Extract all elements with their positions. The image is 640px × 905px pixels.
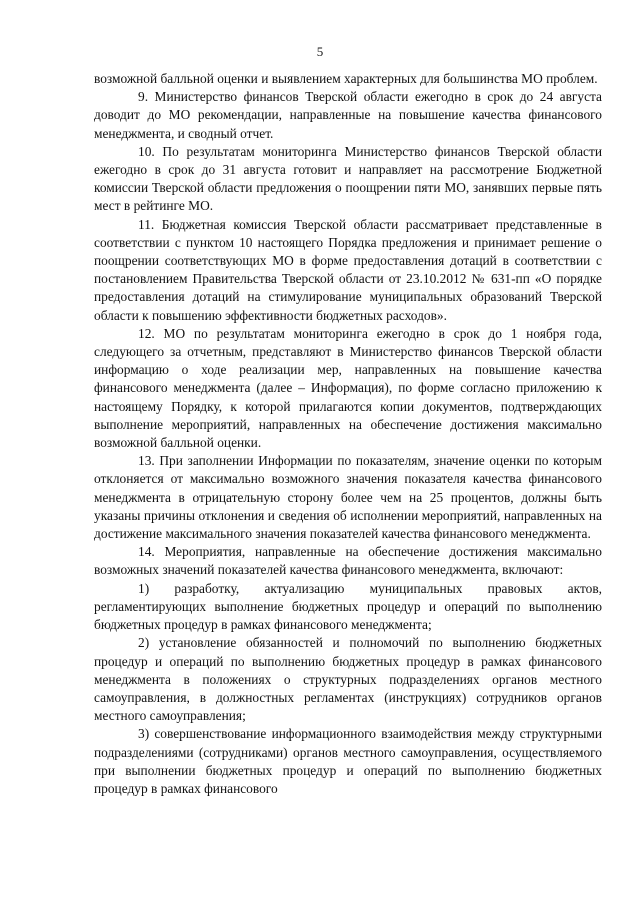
- list-item-14-1: 1) разработку, актуализацию муниципальных правовых актов, регламентирующих выполнение бюджетных процедур и операций по выполнению бюджетных процедур в рамках финансового менеджмента;: [94, 580, 602, 633]
- paragraph-11: 11. Бюджетная комиссия Тверской области рассматривает представленные в соответствии с пунктом 10 настоящего Порядка предложения и принимает решение о поощрении соответствующих МО в форме предоставления дотаций в соответствии с постановлением Правительства Тверской области от 23.10.2012 № 631-пп «О порядке предоставления дотаций на стимулирование муниципальных образований Тверской области к повышению эффективности бюджетных расходов».: [94, 216, 602, 323]
- paragraph-10: 10. По результатам мониторинга Министерство финансов Тверской области ежегодно в срок до 31 августа готовит и направляет на рассмотрение Бюджетной комиссии Тверской области предложения о поощрении пяти МО, занявших первые пять мест в рейтинге МО.: [94, 143, 602, 214]
- list-item-14-2: 2) установление обязанностей и полномочий по выполнению бюджетных процедур и операций по выполнению бюджетных процедур в рамках финансового менеджмента в положениях о структурных подразделениях органов местного самоуправления, в должностных регламентах (инструкциях) сотрудников органов местного самоуправления;: [94, 635, 602, 724]
- list-item-14-3: 3) совершенствование информационного взаимодействия между структурными подразделениями (сотрудниками) органов местного самоуправления, осуществляемого при выполнении бюджетных процедур и операций по выполнению бюджетных процедур в рамках финансового: [94, 726, 602, 796]
- paragraph-9: 9. Министерство финансов Тверской области ежегодно в срок до 24 августа доводит до МО рекомендации, направленные на повышение качества финансового менеджмента, и сводный отчет.: [94, 89, 602, 141]
- paragraph-continuation: возможной балльной оценки и выявлением характерных для большинства МО проблем.: [94, 71, 598, 86]
- paragraph-13: 13. При заполнении Информации по показателям, значение оценки по которым отклоняется от максимально возможного значения показателя качества финансового менеджмента в отрицательную сторону более чем на 25 процентов, должны быть указаны причины отклонения и сведения об исполнении мероприятий, направленных на достижение максимального значения показателей качества финансового менеджмента.: [94, 453, 602, 542]
- paragraph-12: 12. МО по результатам мониторинга ежегодно в срок до 1 ноября года, следующего за отчетным, представляют в Министерство финансов Тверской области информацию о ходе реализации мер, направленных на повышение качества финансового менеджмента (далее – Информация), по форме согласно приложению к настоящему Порядку, к которой прилагаются копии документов, подтверждающих выполнение мероприятий, направленных на обеспечение достижения максимально возможной балльной оценки.: [94, 325, 602, 451]
- document-body: [94, 70, 602, 798]
- paragraph-14: 14. Мероприятия, направленные на обеспечение достижения максимально возможных значений показателей качества финансового менеджмента, включают:: [94, 544, 602, 578]
- page-number: 5: [316, 44, 324, 59]
